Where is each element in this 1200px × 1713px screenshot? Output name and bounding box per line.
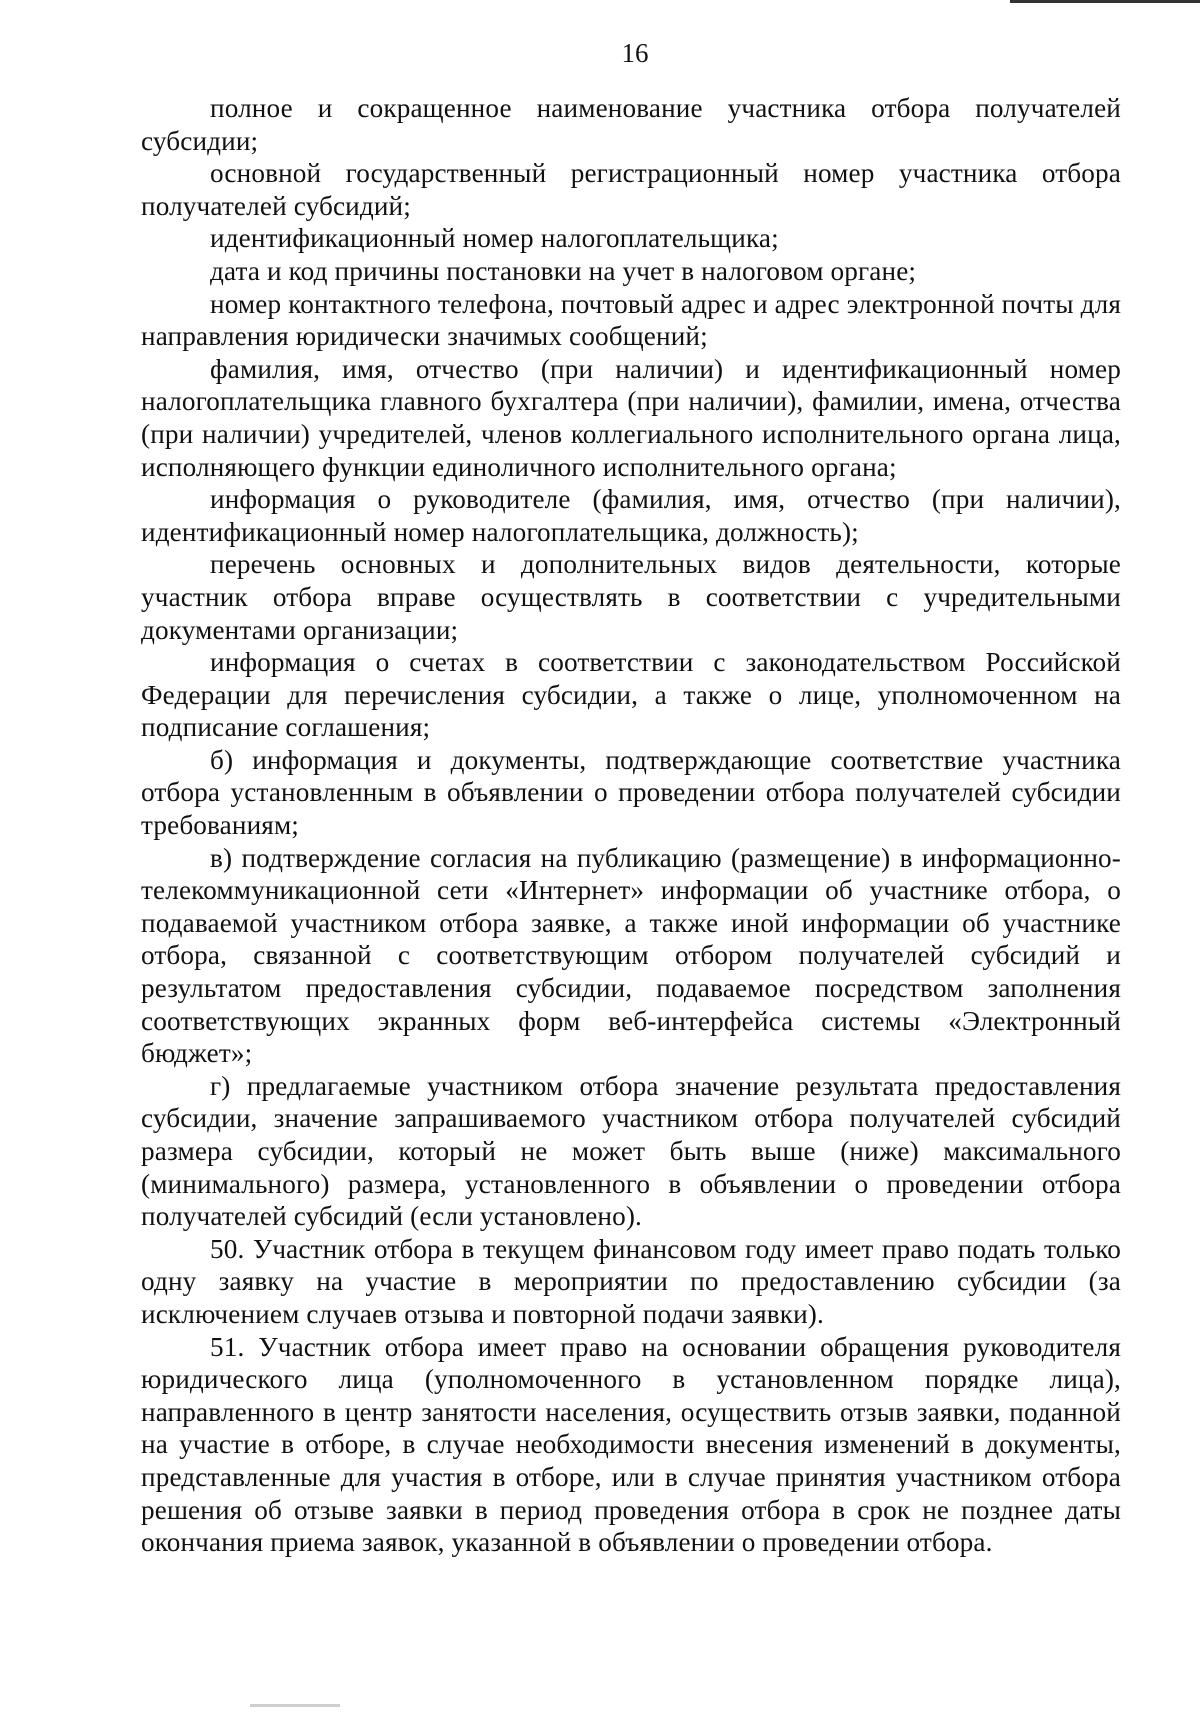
paragraph-clause-51: 51. Участник отбора имеет право на основании обращения руководителя юридического лица (уполномоченного в установленном порядке лица), направленного в центр занятости населения, осуществить отзыв заявки, поданной на участие в отборе, в случае необходимости внесения изменений в документы, представленные для участия в отборе, или в случае принятия участником отбора решения об отзыве заявки в период проведения отбора в срок не позднее даты окончания приема заявок, указанной в объявлении о проведении отбора. <box>141 1331 1121 1558</box>
page-number: 16 <box>621 38 649 68</box>
paragraph-activities: перечень основных и дополнительных видов деятельности, которые участник отбора вправе осуществлять в соответствии с учредительными документами организации; <box>141 549 1121 645</box>
scan-footer-mark <box>250 1704 340 1707</box>
scan-edge-mark <box>1010 0 1200 3</box>
paragraph-full-name: полное и сокращенное наименование участника отбора получателей субсидии; <box>141 93 1121 156</box>
paragraph-ogrn: основной государственный регистрационный номер участника отбора получателей субсидий; <box>141 158 1121 221</box>
paragraph-contacts: номер контактного телефона, почтовый адрес и адрес электронной почты для направления юридически значимых сообщений; <box>141 288 1121 352</box>
paragraph-kpp: дата и код причины постановки на учет в налоговом органе; <box>210 255 917 286</box>
paragraph-accounts: информация о счетах в соответствии с законодательством Российской Федерации для перечисления субсидии, а также о лице, уполномоченном на подписание соглашения; <box>141 647 1121 743</box>
paragraph-item-g: г) предлагаемые участником отбора значение результата предоставления субсидии, значение запрашиваемого участником отбора получателей субсидий размера субсидии, который не может быть выше (ниже) максимального (минимального) размера, установленного в объявлении о проведении отбора получателей субсидий (если установлено). <box>141 1070 1121 1232</box>
paragraph-director-info: информация о руководителе (фамилия, имя, отчество (при наличии), идентификационный номер налогоплательщика, должность); <box>141 484 1121 547</box>
paragraph-inn: идентификационный номер налогоплательщика; <box>210 223 779 254</box>
paragraph-accountant-founders: фамилия, имя, отчество (при наличии) и идентификационный номер налогоплательщика главного бухгалтера (при наличии), фамилии, имена, отчества (при наличии) учредителей, членов коллегиального исполнительного органа лица, исполняющего функции единоличного исполнительного органа; <box>141 353 1121 482</box>
paragraph-clause-50: 50. Участник отбора в текущем финансовом году имеет право подать только одну заявку на участие в мероприятии по предоставлению субсидии (за исключением случаев отзыва и повторной подачи заявки). <box>141 1233 1121 1329</box>
document-body <box>141 92 1121 1559</box>
paragraph-item-v: в) подтверждение согласия на публикацию (размещение) в информационно-телекоммуникационной сети «Интернет» информации об участнике отбора, о подаваемой участником отбора заявке, а также иной информации об участнике отбора, связанной с соответствующим отбором получателей субсидий и результатом предоставления субсидии, подаваемое посредством заполнения соответствующих экранных форм веб-интерфейса системы «Электронный бюджет»; <box>141 842 1121 1069</box>
paragraph-item-b: б) информация и документы, подтверждающие соответствие участника отбора установленным в объявлении о проведении отбора получателей субсидии требованиям; <box>141 744 1121 841</box>
